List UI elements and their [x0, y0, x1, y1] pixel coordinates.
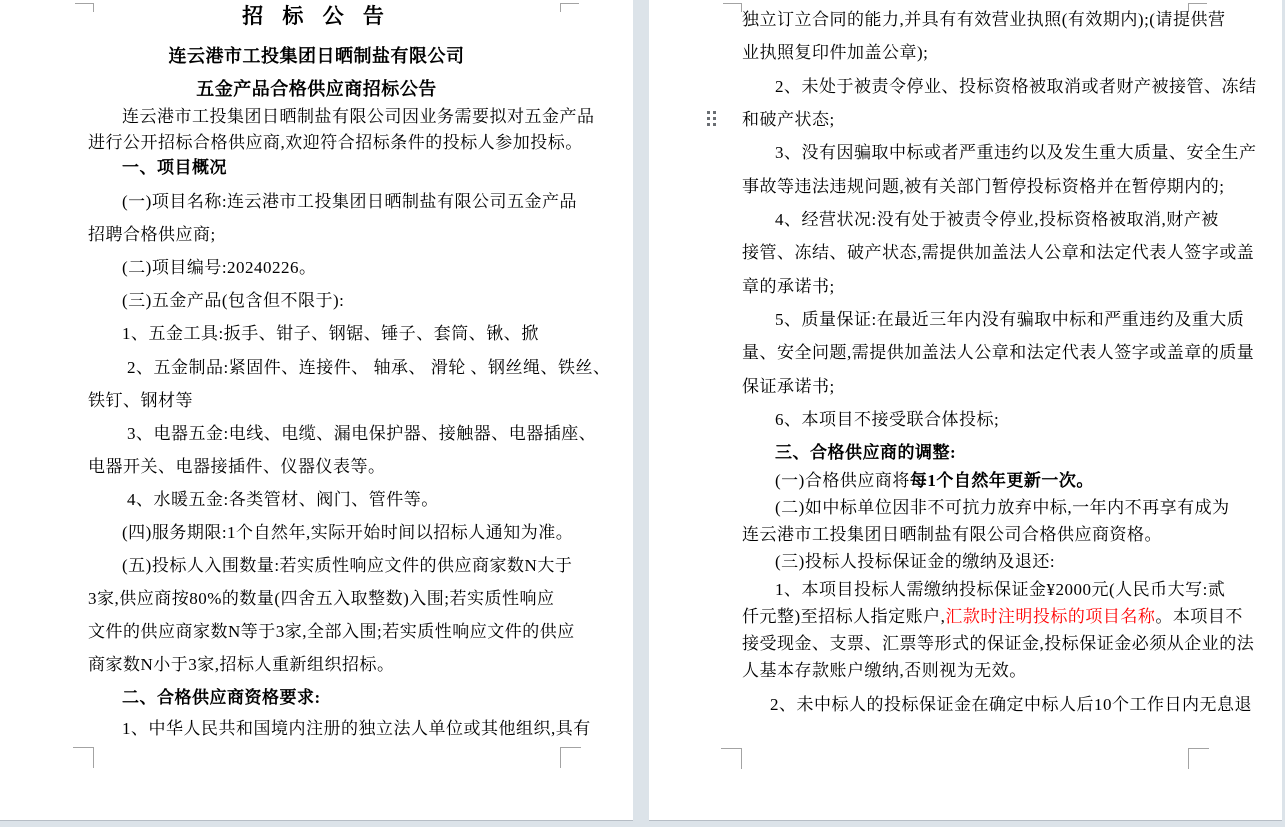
- doc-line[interactable]: [775, 497, 1230, 519]
- doc-line[interactable]: [742, 524, 1162, 546]
- doc-line[interactable]: [122, 718, 591, 740]
- doc-line[interactable]: [122, 157, 227, 179]
- doc-line[interactable]: [742, 176, 1224, 198]
- text-segment: 3家,供应商按80%的数量(四舍五入取整数)入围;若实质性响应: [88, 589, 555, 608]
- text-segment: 仟元整)至招标人指定账户,: [742, 607, 946, 626]
- doc-line[interactable]: [0, 78, 633, 100]
- text-segment: (一)项目名称:连云港市工投集团日晒制盐有限公司五金产品: [122, 192, 578, 211]
- doc-line[interactable]: [0, 45, 633, 67]
- text-segment: 一、项目概况: [122, 158, 227, 177]
- highlighted-red-text: 汇款时注明投标的项目名称: [945, 607, 1156, 626]
- margin-mark-bottom-left: [721, 748, 742, 769]
- text-segment: 进行公开招标合格供应商,欢迎符合招标条件的投标人参加投标。: [88, 133, 583, 152]
- doc-line[interactable]: [88, 621, 575, 643]
- doc-line[interactable]: [775, 142, 1257, 164]
- text-segment: 2、未处于被责令停业、投标资格被取消或者财产被接管、冻结: [775, 77, 1257, 96]
- doc-line[interactable]: [122, 687, 321, 709]
- doc-line[interactable]: [88, 456, 386, 478]
- text-segment: 接受现金、支票、汇票等形式的保证金,投标保证金必须从企业的法: [742, 634, 1255, 653]
- text-segment: (三)五金产品(包含但不限于):: [122, 291, 345, 310]
- text-segment: 1、中华人民共和国境内注册的独立法人单位或其他组织,具有: [122, 719, 591, 738]
- doc-line[interactable]: [775, 551, 1055, 573]
- doc-line[interactable]: [122, 323, 539, 345]
- doc-line[interactable]: [122, 106, 595, 128]
- doc-line[interactable]: [127, 489, 439, 511]
- margin-mark-top-left: [723, 3, 742, 12]
- doc-line[interactable]: [88, 224, 216, 246]
- paragraph-drag-handle-icon[interactable]: [707, 111, 717, 127]
- text-segment: 保证承诺书;: [742, 377, 835, 396]
- doc-line[interactable]: [742, 9, 1225, 31]
- margin-mark-bottom-right: [560, 747, 581, 768]
- doc-line[interactable]: [742, 342, 1254, 364]
- text-segment: 铁钉、钢材等: [88, 391, 193, 410]
- doc-line[interactable]: [742, 276, 835, 298]
- margin-mark-bottom-right: [1188, 748, 1209, 769]
- text-segment: 量、安全问题,需提供加盖法人公章和法定代表人签字或盖章的质量: [742, 343, 1255, 362]
- text-segment: 3、电器五金:电线、电缆、漏电保护器、接触器、电器插座、: [127, 424, 597, 443]
- doc-line[interactable]: [775, 76, 1257, 98]
- page-1[interactable]: [0, 0, 633, 821]
- doc-line[interactable]: [88, 390, 193, 412]
- text-segment: 和破产状态;: [742, 110, 835, 129]
- doc-line[interactable]: [122, 257, 317, 279]
- doc-line[interactable]: [88, 588, 554, 610]
- doc-line[interactable]: [775, 309, 1244, 331]
- text-segment: 1、五金工具:扳手、钳子、钢锯、锤子、套筒、锹、掀: [122, 324, 539, 343]
- text-segment: 连云港市工投集团日晒制盐有限公司因业务需要拟对五金产品: [122, 107, 595, 126]
- text-segment: 章的承诺书;: [742, 277, 835, 296]
- doc-line[interactable]: [88, 132, 583, 154]
- text-segment: 招聘合格供应商;: [88, 225, 216, 244]
- doc-line[interactable]: [127, 423, 596, 445]
- doc-line[interactable]: [127, 357, 610, 379]
- text-segment: 3、没有因骗取中标或者严重违约以及发生重大质量、安全生产: [775, 143, 1257, 162]
- text-segment: 5、质量保证:在最近三年内没有骗取中标和严重违约及重大质: [775, 310, 1245, 329]
- text-segment: 事故等违法违规问题,被有关部门暂停投标资格并在暂停期内的;: [742, 177, 1225, 196]
- text-segment: 业执照复印件加盖公章);: [742, 43, 929, 62]
- text-segment: 4、经营状况:没有处于被责令停业,投标资格被取消,财产被: [775, 210, 1219, 229]
- text-segment: 1、本项目投标人需缴纳投标保证金¥2000元(人民币大写:贰: [775, 580, 1226, 599]
- doc-line[interactable]: [742, 109, 835, 131]
- margin-mark-bottom-left: [73, 747, 94, 768]
- doc-line[interactable]: [742, 660, 1027, 682]
- doc-line[interactable]: [775, 470, 1094, 492]
- doc-line[interactable]: [770, 694, 1252, 716]
- doc-line[interactable]: [775, 409, 999, 431]
- doc-line[interactable]: [742, 376, 835, 398]
- text-segment: (四)服务期限:1个自然年,实际开始时间以招标人通知为准。: [122, 523, 574, 542]
- text-segment: 连云港市工投集团日晒制盐有限公司合格供应商资格。: [742, 525, 1162, 544]
- text-segment: 6、本项目不接受联合体投标;: [775, 410, 1000, 429]
- text-segment: 人基本存款账户缴纳,否则视为无效。: [742, 661, 1027, 680]
- doc-line[interactable]: [775, 442, 956, 464]
- text-segment: 2、未中标人的投标保证金在确定中标人后10个工作日内无息退: [770, 695, 1252, 714]
- text-segment: 电器开关、电器接插件、仪器仪表等。: [88, 457, 386, 476]
- drag-handle-dots: [707, 111, 710, 114]
- text-segment: 三、合格供应商的调整:: [775, 443, 957, 462]
- text-segment: 商家数N小于3家,招标人重新组织招标。: [88, 655, 395, 674]
- doc-line[interactable]: [742, 606, 1243, 628]
- doc-line[interactable]: [0, 5, 633, 27]
- text-segment: 招 标 公 告: [242, 4, 391, 28]
- doc-line[interactable]: [775, 209, 1219, 231]
- doc-line[interactable]: [122, 522, 573, 544]
- text-segment: (三)投标人投标保证金的缴纳及退还:: [775, 552, 1056, 571]
- text-segment: (一)合格供应商将: [775, 471, 910, 490]
- doc-line[interactable]: [742, 633, 1254, 655]
- doc-line[interactable]: [122, 191, 577, 213]
- text-segment: 五金产品合格供应商招标公告: [196, 79, 437, 99]
- text-segment: 。本项目不: [1155, 607, 1243, 626]
- doc-line[interactable]: [88, 654, 395, 676]
- text-segment: (二)如中标单位因非不可抗力放弃中标,一年内不再享有成为: [775, 498, 1230, 517]
- text-segment: 2、五金制品:紧固件、连接件、 轴承、 滑轮 、钢丝绳、铁丝、: [127, 358, 611, 377]
- text-segment: 文件的供应商家数N等于3家,全部入围;若实质性响应文件的供应: [88, 622, 575, 641]
- text-segment: 接管、冻结、破产状态,需提供加盖法人公章和法定代表人签字或盖: [742, 243, 1255, 262]
- text-segment: 每1个自然年更新一次。: [909, 471, 1094, 490]
- text-segment: 连云港市工投集团日晒制盐有限公司: [168, 46, 465, 66]
- text-segment: (二)项目编号:20240226。: [122, 258, 317, 277]
- doc-line[interactable]: [122, 290, 344, 312]
- doc-line[interactable]: [742, 242, 1254, 264]
- doc-line[interactable]: [122, 555, 572, 577]
- text-segment: 独立订立合同的能力,并具有有效营业执照(有效期内);(请提供营: [742, 10, 1226, 29]
- doc-line[interactable]: [775, 579, 1225, 601]
- text-segment: (五)投标人入围数量:若实质性响应文件的供应商家数N大于: [122, 556, 573, 575]
- text-segment: 4、水暖五金:各类管材、阀门、管件等。: [127, 490, 439, 509]
- text-segment: 二、合格供应商资格要求:: [122, 688, 321, 707]
- page-2[interactable]: [649, 0, 1282, 821]
- doc-line[interactable]: [742, 42, 928, 64]
